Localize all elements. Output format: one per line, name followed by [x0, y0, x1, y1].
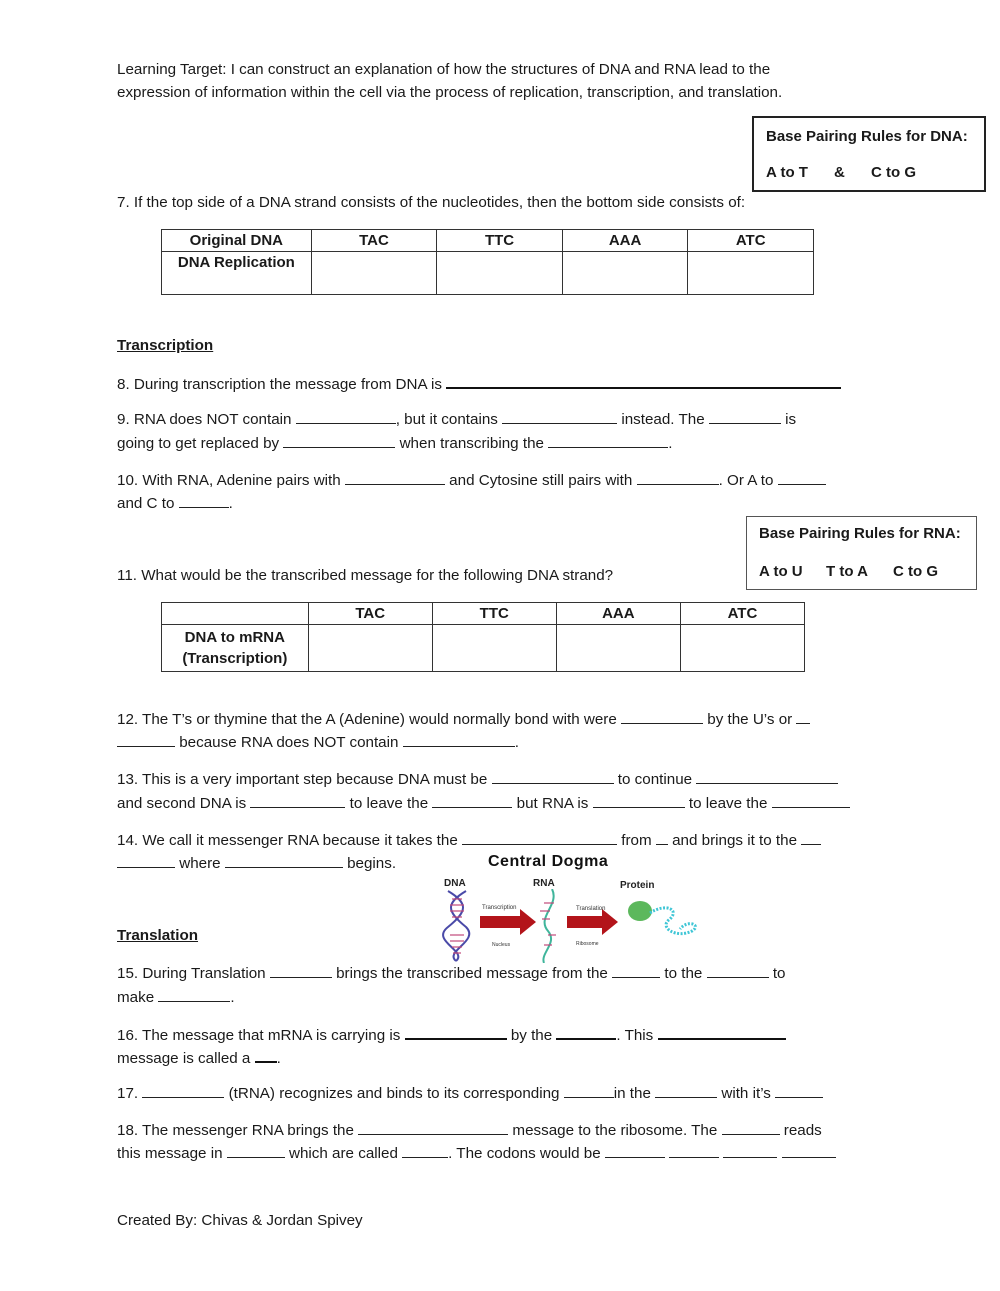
rna-label: RNA: [533, 878, 555, 889]
answer-cell[interactable]: [556, 625, 680, 672]
q12-text: 12. The T’s or thymine that the A (Adenine) would normally bond with were: [117, 711, 617, 728]
translation-arrow-icon: [567, 909, 618, 935]
q13-blank-2[interactable]: [696, 769, 838, 784]
answer-cell[interactable]: [311, 252, 437, 295]
q14-blank-3-cont[interactable]: [117, 853, 175, 868]
codon-cell: TAC: [308, 603, 432, 625]
q9-blank-2[interactable]: [502, 409, 617, 424]
q12-text: .: [514, 734, 519, 751]
q18-blank-4[interactable]: [402, 1143, 448, 1158]
q17-text: with it’s: [721, 1085, 771, 1102]
q8-blank[interactable]: [446, 373, 841, 389]
q16-text: .: [276, 1050, 281, 1067]
row-label-line-1: DNA to mRNA: [184, 629, 285, 646]
q13-blank-1[interactable]: [492, 769, 614, 784]
q13-blank-5[interactable]: [593, 793, 685, 808]
rna-rules-title: Base Pairing Rules for RNA:: [759, 525, 961, 542]
transcription-arrow-icon: [480, 909, 536, 935]
q13-blank-3[interactable]: [250, 793, 345, 808]
question-7: 7. If the top side of a DNA strand consists of the nucleotides, then the bottom side consists of:: [117, 194, 746, 211]
q10-blank-3[interactable]: [778, 470, 826, 485]
q13-blank-4[interactable]: [432, 793, 512, 808]
question-17: [117, 1083, 823, 1104]
learning-target-line-2: expression of information within the cell via the process of replication, transcription, and translation.: [117, 84, 783, 101]
q14-blank-3[interactable]: [801, 830, 821, 845]
question-16-line-1: [117, 1024, 786, 1046]
q17-blank-3[interactable]: [655, 1083, 717, 1098]
q16-blank-2[interactable]: [556, 1024, 616, 1040]
rna-strand-icon: [540, 889, 556, 963]
codon-cell: ATC: [680, 603, 804, 625]
codon-cell: TAC: [311, 230, 437, 252]
transcription-heading: Transcription: [117, 337, 214, 354]
q14-text: and brings it to the: [672, 832, 798, 849]
q9-text: going to get replaced by: [117, 435, 280, 452]
q8-text: 8. During transcription the message from DNA is: [117, 376, 442, 393]
q17-text: (tRNA) recognizes and binds to its corresponding: [228, 1085, 560, 1102]
codon-cell: AAA: [556, 603, 680, 625]
answer-cell[interactable]: [688, 252, 814, 295]
q10-text: .: [228, 495, 233, 512]
rna-rule-c-g: C to G: [893, 563, 938, 580]
row-label-original-dna: Original DNA: [162, 230, 312, 252]
dna-base-pairing-rules-box: [752, 116, 986, 192]
q12-text: by the U’s or: [707, 711, 793, 728]
row-label-dna-to-mrna: [162, 625, 309, 672]
arrow2-bottom-label: Ribosome: [576, 941, 599, 947]
q13-text: to leave the: [688, 795, 768, 812]
answer-cell[interactable]: [308, 625, 432, 672]
q18-text: message to the ribosome. The: [512, 1122, 718, 1139]
learning-target-line-1: Learning Target: I can construct an explanation of how the structures of DNA and RNA lead to the: [117, 61, 771, 78]
row-label-line-2: (Transcription): [182, 650, 288, 667]
question-12-line-2: [117, 732, 519, 753]
q12-text: because RNA does NOT contain: [179, 734, 399, 751]
q12-blank-2[interactable]: [796, 709, 810, 724]
q17-blank-2[interactable]: [564, 1083, 614, 1098]
question-15-line-1: [117, 963, 786, 984]
q13-blank-6[interactable]: [772, 793, 850, 808]
footer-credit: Created By: Chivas & Jordan Spivey: [117, 1212, 363, 1229]
q9-text: 9. RNA does NOT contain: [117, 411, 292, 428]
q14-blank-1[interactable]: [462, 830, 617, 845]
q16-text: by the: [510, 1027, 553, 1044]
q15-text: 15. During Translation: [117, 965, 266, 982]
q9-text: when transcribing the: [399, 435, 544, 452]
dna-rule-c-g: C to G: [871, 164, 916, 181]
q12-blank-2-cont[interactable]: [117, 732, 175, 747]
question-13-line-2: [117, 793, 850, 814]
arrow1-bottom-label: Nucleus: [492, 942, 511, 948]
central-dogma-graphic: [440, 889, 705, 963]
q10-blank-2[interactable]: [637, 470, 719, 485]
question-18-line-2: [117, 1143, 836, 1164]
q10-blank-1[interactable]: [345, 470, 445, 485]
q17-blank-4[interactable]: [775, 1083, 823, 1098]
q9-text: .: [668, 435, 673, 452]
question-13-line-1: [117, 769, 838, 790]
dna-label: DNA: [444, 878, 466, 889]
protein-label: Protein: [620, 880, 655, 891]
q15-text: brings the transcribed message from the: [336, 965, 608, 982]
q16-text: 16. The message that mRNA is carrying is: [117, 1027, 401, 1044]
q14-blank-4[interactable]: [225, 853, 343, 868]
row-label-empty: [162, 603, 309, 625]
q13-text: to leave the: [349, 795, 429, 812]
codon-cell: ATC: [688, 230, 814, 252]
answer-cell[interactable]: [680, 625, 804, 672]
q12-blank-1[interactable]: [621, 709, 703, 724]
question-14-line-1: [117, 830, 821, 851]
translation-heading: Translation: [117, 927, 199, 944]
q13-text: 13. This is a very important step because DNA must be: [117, 771, 488, 788]
q18-text: 18. The messenger RNA brings the: [117, 1122, 354, 1139]
transcription-table: [161, 602, 805, 672]
q16-text: . This: [616, 1027, 654, 1044]
q15-blank-2[interactable]: [612, 963, 660, 978]
q16-blank-3[interactable]: [658, 1024, 786, 1040]
arrow2-top-label: Translation: [576, 906, 606, 912]
q16-text: message is called a: [117, 1050, 251, 1067]
codon-cell: TTC: [432, 603, 556, 625]
dna-replication-table: [161, 229, 814, 295]
q17-text: in the: [613, 1085, 651, 1102]
codon-blank-4[interactable]: [782, 1143, 836, 1158]
q18-blank-3[interactable]: [227, 1143, 285, 1158]
answer-cell[interactable]: [437, 252, 563, 295]
q9-blank-4[interactable]: [283, 433, 395, 448]
q10-text: . Or A to: [718, 472, 774, 489]
q15-text: .: [230, 989, 235, 1006]
codon-blank-3[interactable]: [723, 1143, 777, 1158]
dna-rules-title: Base Pairing Rules for DNA:: [766, 128, 968, 145]
answer-cell[interactable]: [562, 252, 688, 295]
q13-text: but RNA is: [516, 795, 589, 812]
codon-blank-2[interactable]: [669, 1143, 719, 1158]
question-18-line-1: [117, 1120, 822, 1141]
q13-text: and second DNA is: [117, 795, 247, 812]
codon-blank-1[interactable]: [605, 1143, 665, 1158]
rna-rule-a-u: A to U: [759, 563, 803, 580]
q12-blank-3[interactable]: [403, 732, 515, 747]
q10-text: and Cytosine still pairs with: [449, 472, 633, 489]
central-dogma-figure: [440, 853, 705, 963]
q9-text: instead. The: [621, 411, 705, 428]
question-8: [117, 373, 841, 395]
q14-text: where: [179, 855, 221, 872]
q10-text: 10. With RNA, Adenine pairs with: [117, 472, 341, 489]
q10-blank-4[interactable]: [179, 493, 229, 508]
question-15-line-2: [117, 987, 235, 1008]
q15-text: to: [772, 965, 786, 982]
row-label-dna-replication: DNA Replication: [162, 252, 312, 295]
q16-blank-1[interactable]: [405, 1024, 507, 1040]
q15-text: make: [117, 989, 155, 1006]
codon-cell: TTC: [437, 230, 563, 252]
q15-blank-3[interactable]: [707, 963, 769, 978]
codon-cell: AAA: [562, 230, 688, 252]
question-10-line-1: [117, 470, 826, 491]
q15-text: to the: [664, 965, 703, 982]
q18-text: which are called: [289, 1145, 398, 1162]
q9-text: , but it contains: [395, 411, 498, 428]
question-11: 11. What would be the transcribed message for the following DNA strand?: [117, 567, 614, 584]
q9-blank-1[interactable]: [296, 409, 396, 424]
q9-text: is: [785, 411, 797, 428]
q10-text: and C to: [117, 495, 175, 512]
arrow1-top-label: Transcription: [482, 905, 517, 911]
q14-blank-2[interactable]: [656, 830, 668, 845]
q15-blank-4[interactable]: [158, 987, 230, 1002]
q13-text: to continue: [617, 771, 693, 788]
q15-blank-1[interactable]: [270, 963, 332, 978]
dna-rule-ampersand: &: [834, 164, 845, 181]
q18-text: . The codons would be: [448, 1145, 601, 1162]
rna-base-pairing-rules-box: [746, 516, 977, 590]
q14-text: 14. We call it messenger RNA because it takes the: [117, 832, 458, 849]
central-dogma-title: Central Dogma: [488, 853, 609, 870]
question-16-line-2: [117, 1047, 281, 1069]
question-12-line-1: [117, 709, 810, 730]
q9-blank-5[interactable]: [548, 433, 668, 448]
q18-text: this message in: [117, 1145, 223, 1162]
question-10-line-2: [117, 493, 233, 514]
q18-blank-1[interactable]: [358, 1120, 508, 1135]
q17-text: 17.: [117, 1085, 139, 1102]
q14-text: begins.: [347, 855, 397, 872]
q14-text: from: [621, 832, 652, 849]
q18-text: reads: [783, 1122, 822, 1139]
q18-blank-2[interactable]: [722, 1120, 780, 1135]
answer-cell[interactable]: [432, 625, 556, 672]
question-9-line-2: [117, 433, 672, 454]
dna-rule-a-t: A to T: [766, 164, 808, 181]
q16-blank-4[interactable]: [255, 1047, 277, 1063]
dna-helix-icon: [443, 891, 469, 961]
question-14-line-2: [117, 853, 396, 874]
q17-blank-1[interactable]: [142, 1083, 224, 1098]
protein-icon: [628, 901, 695, 934]
rna-rule-t-a: T to A: [826, 563, 868, 580]
question-9-line-1: [117, 409, 796, 430]
q9-blank-3[interactable]: [709, 409, 781, 424]
